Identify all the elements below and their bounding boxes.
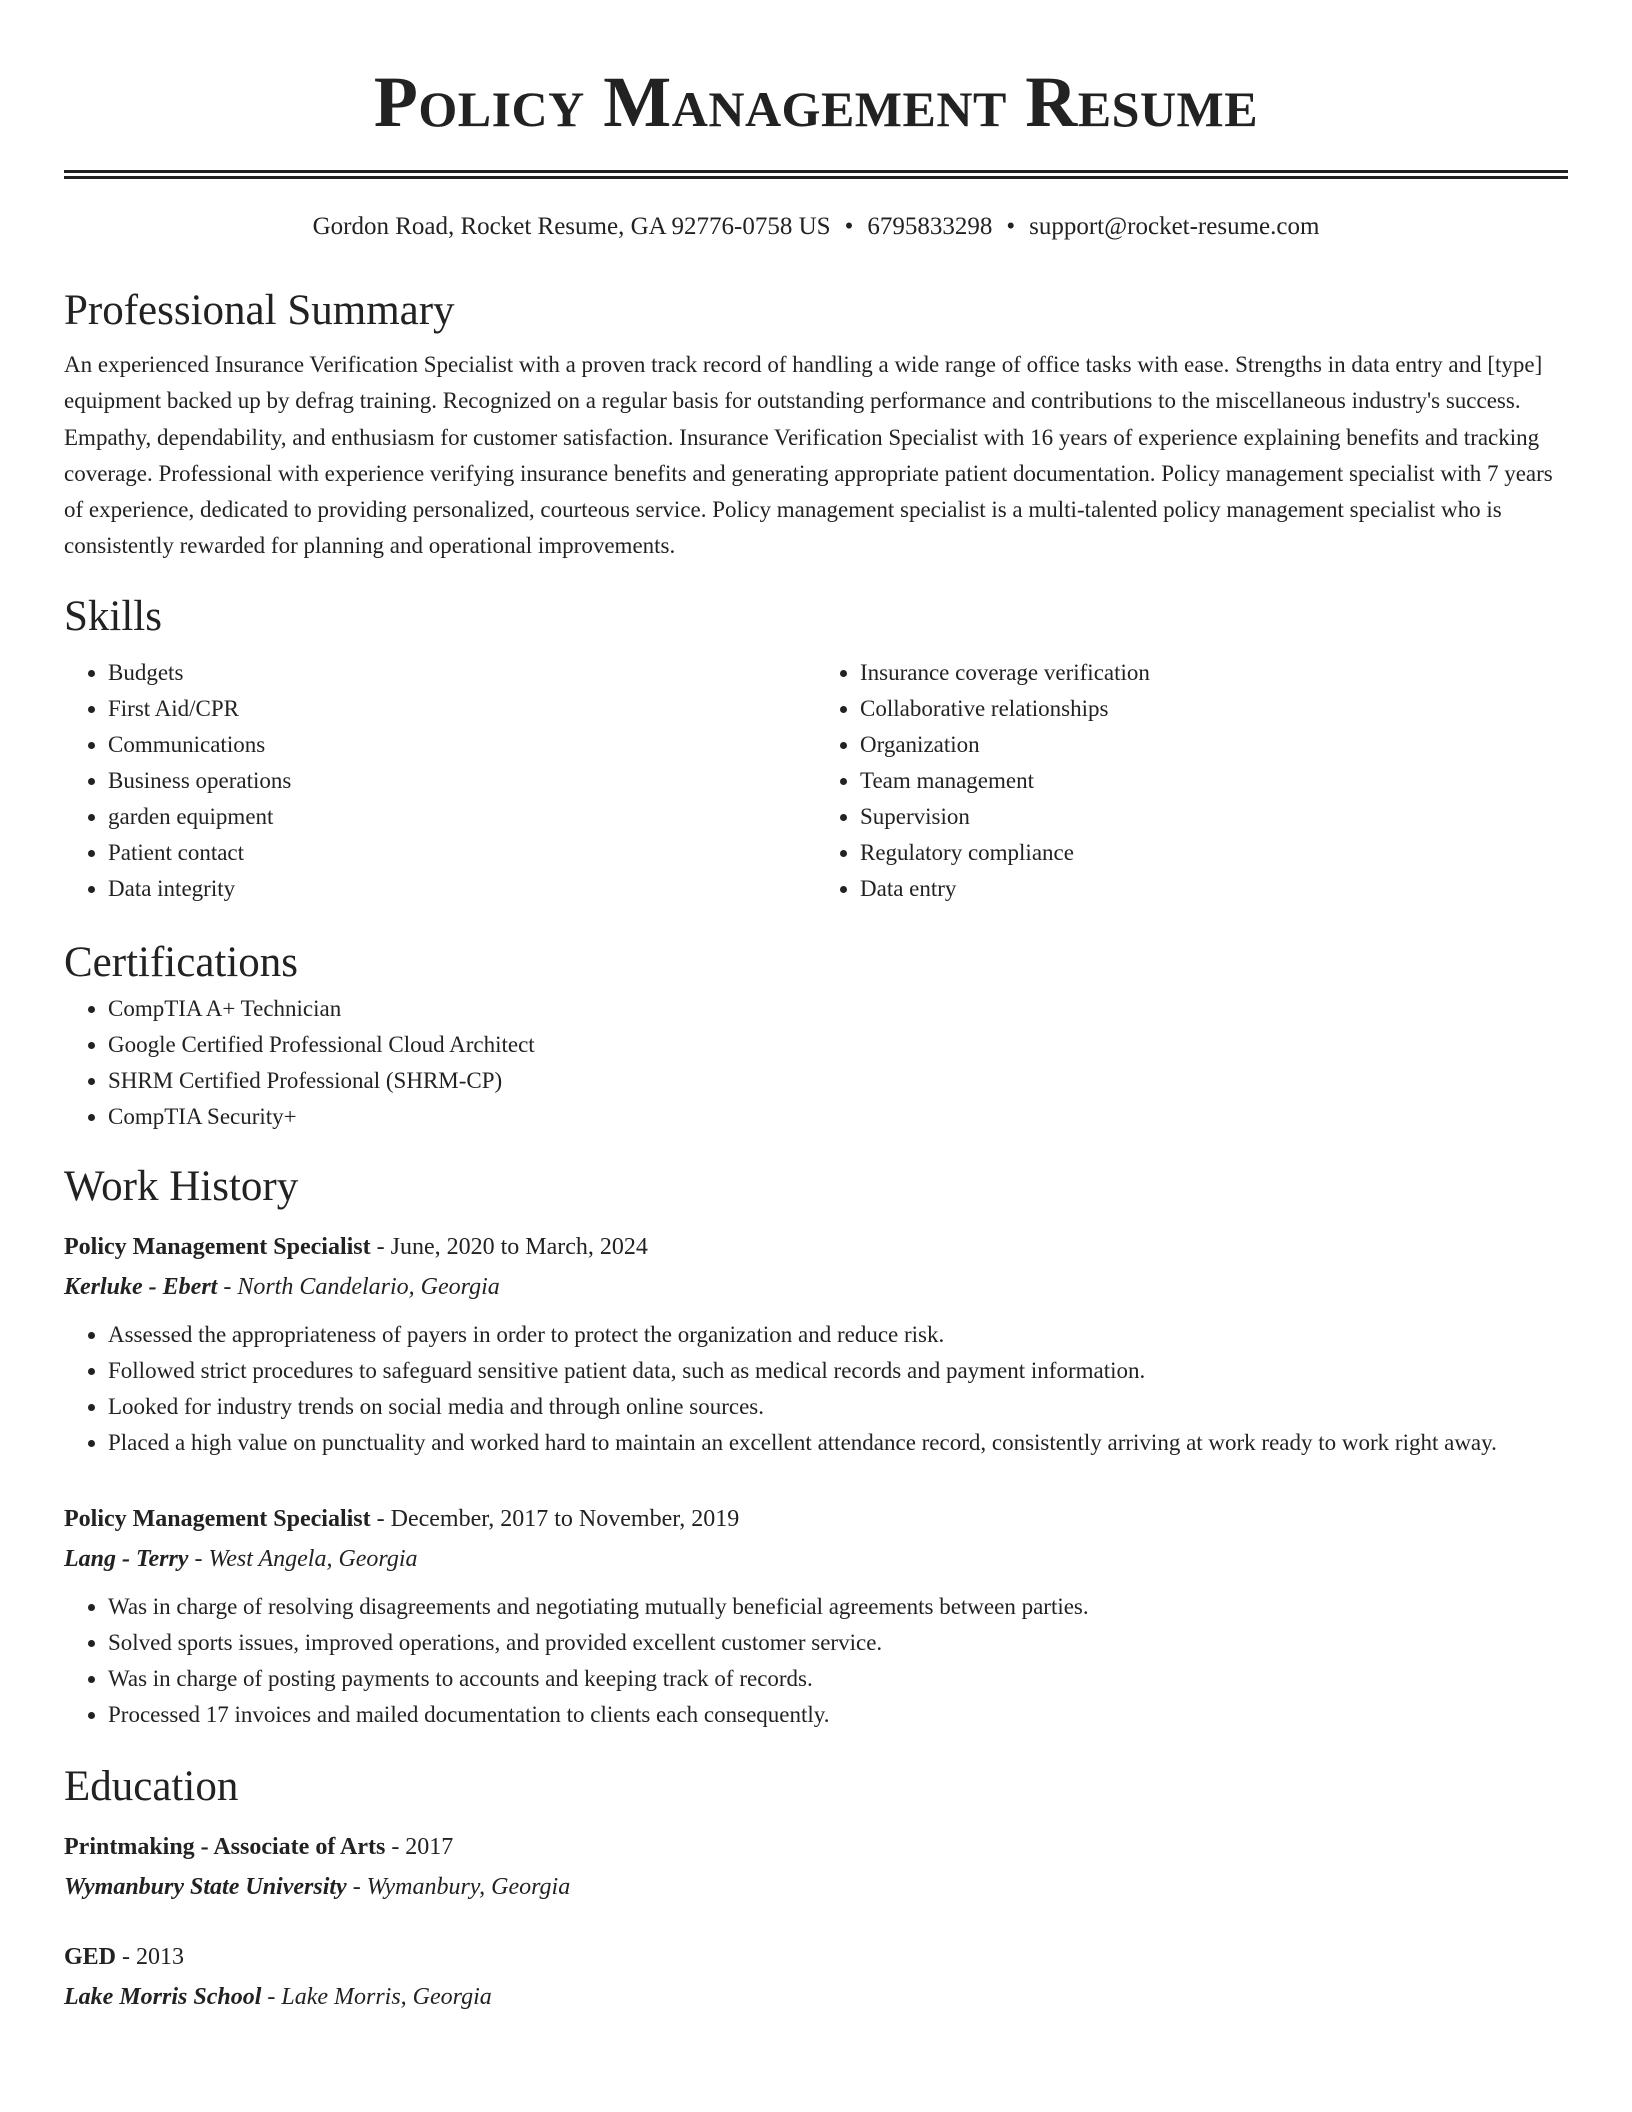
job-duty: • Placed a high value on punctuality and worked hard to maintain an excellent attendance record, consistently arriving at work ready to work right away. [108,1425,1568,1461]
company-location: - North Candelario, Georgia [217,1273,500,1300]
skills-heading: Skills [64,592,162,640]
job-dates: - June, 2020 to March, 2024 [370,1233,648,1260]
job-entry [64,1227,1568,1461]
skills-list-right [816,655,1568,907]
degree-year: - 2013 [116,1943,185,1970]
job-title-line [64,1227,1568,1267]
skill-item: • Insurance coverage verification [860,655,1568,691]
skill-item: • Supervision [860,799,1568,835]
job-duties-list [64,1589,1568,1733]
job-duty: • Was in charge of posting payments to accounts and keeping track of records. [108,1661,1568,1697]
degree-year: - 2017 [385,1833,454,1860]
certifications-list [64,991,1568,1135]
job-title-line [64,1499,1568,1539]
certification-item: • CompTIA Security+ [108,1099,1568,1135]
skill-item: • Data entry [860,871,1568,907]
school-name: Wymanbury State University [64,1873,347,1900]
skill-item: • Business operations [108,763,816,799]
school-line [64,1977,1568,2017]
school-line [64,1867,1568,1907]
job-dates: - December, 2017 to November, 2019 [370,1505,740,1532]
contact-phone: 6795833298 [867,213,993,240]
skill-item: • Regulatory compliance [860,835,1568,871]
skill-item: • Organization [860,727,1568,763]
education-entry [64,1827,1568,1907]
title-divider [64,170,1568,179]
skill-item: • garden equipment [108,799,816,835]
skills-column-right [816,655,1568,907]
contact-line [64,209,1568,245]
job-duties-list [64,1317,1568,1461]
job-duty: • Looked for industry trends on social media and through online sources. [108,1389,1568,1425]
skill-item: • Budgets [108,655,816,691]
education-entry [64,1937,1568,2017]
skill-item: • Collaborative relationships [860,691,1568,727]
skills-column-left [64,655,816,907]
work-history-heading: Work History [64,1162,299,1210]
skill-item: • Team management [860,763,1568,799]
resume-title: Policy Management Resume [373,62,1259,142]
company-location: - West Angela, Georgia [188,1545,418,1572]
job-title: Policy Management Specialist [64,1505,371,1532]
summary-heading: Professional Summary [64,287,455,334]
school-location: - Lake Morris, Georgia [261,1983,492,2010]
certifications-heading: Certifications [64,938,299,986]
skills-grid [64,655,1568,907]
skill-item: • Data integrity [108,871,816,907]
school-location: - Wymanbury, Georgia [346,1873,571,1900]
school-name: Lake Morris School [64,1983,262,2010]
job-duty: • Processed 17 invoices and mailed documentation to clients each consequently. [108,1697,1568,1733]
contact-separator: • [844,213,854,240]
job-entry [64,1499,1568,1733]
job-title: Policy Management Specialist [64,1233,371,1260]
company-name: Kerluke - Ebert [64,1273,218,1300]
company-line [64,1267,1568,1307]
certification-item: • SHRM Certified Professional (SHRM-CP) [108,1063,1568,1099]
certification-item: • Google Certified Professional Cloud Architect [108,1027,1568,1063]
summary-text: An experienced Insurance Verification Specialist with a proven track record of handling a wide range of office tasks with ease. Strengths in data entry and [type] equipment backed up by defrag training. Recognized on a regular basis for outstanding performance and contributions to the miscellaneous industry's success. Empathy, dependability, and enthusiasm for customer satisfaction. Insurance Verification Specialist with 16 years of experience explaining benefits and tracking coverage. Professional with experience verifying insurance benefits and generating appropriate patient documentation. Policy management specialist with 7 years of experience, dedicated to providing personalized, courteous service. Policy management specialist is a multi-talented policy management specialist who is consistently rewarded for planning and operational improvements. [64,352,1553,559]
skills-list-left [64,655,816,907]
job-duty: • Followed strict procedures to safeguard sensitive patient data, such as medical records and payment information. [108,1353,1568,1389]
skill-item: • First Aid/CPR [108,691,816,727]
skill-item: • Patient contact [108,835,816,871]
degree-name: GED [64,1943,117,1970]
degree-name: Printmaking - Associate of Arts [64,1833,386,1860]
degree-line [64,1827,1568,1867]
job-duty: • Was in charge of resolving disagreements and negotiating mutually beneficial agreements between parties. [108,1589,1568,1625]
education-heading: Education [64,1762,239,1810]
degree-line [64,1937,1568,1977]
contact-address: Gordon Road, Rocket Resume, GA 92776-0758 US [312,213,831,240]
company-name: Lang - Terry [64,1545,189,1572]
certification-item: • CompTIA A+ Technician [108,991,1568,1027]
company-line [64,1539,1568,1579]
contact-email: support@rocket-resume.com [1029,213,1320,240]
skill-item: • Communications [108,727,816,763]
job-duty: • Solved sports issues, improved operations, and provided excellent customer service. [108,1625,1568,1661]
job-duty: • Assessed the appropriateness of payers in order to protect the organization and reduce risk. [108,1317,1568,1353]
contact-separator: • [1006,213,1016,240]
